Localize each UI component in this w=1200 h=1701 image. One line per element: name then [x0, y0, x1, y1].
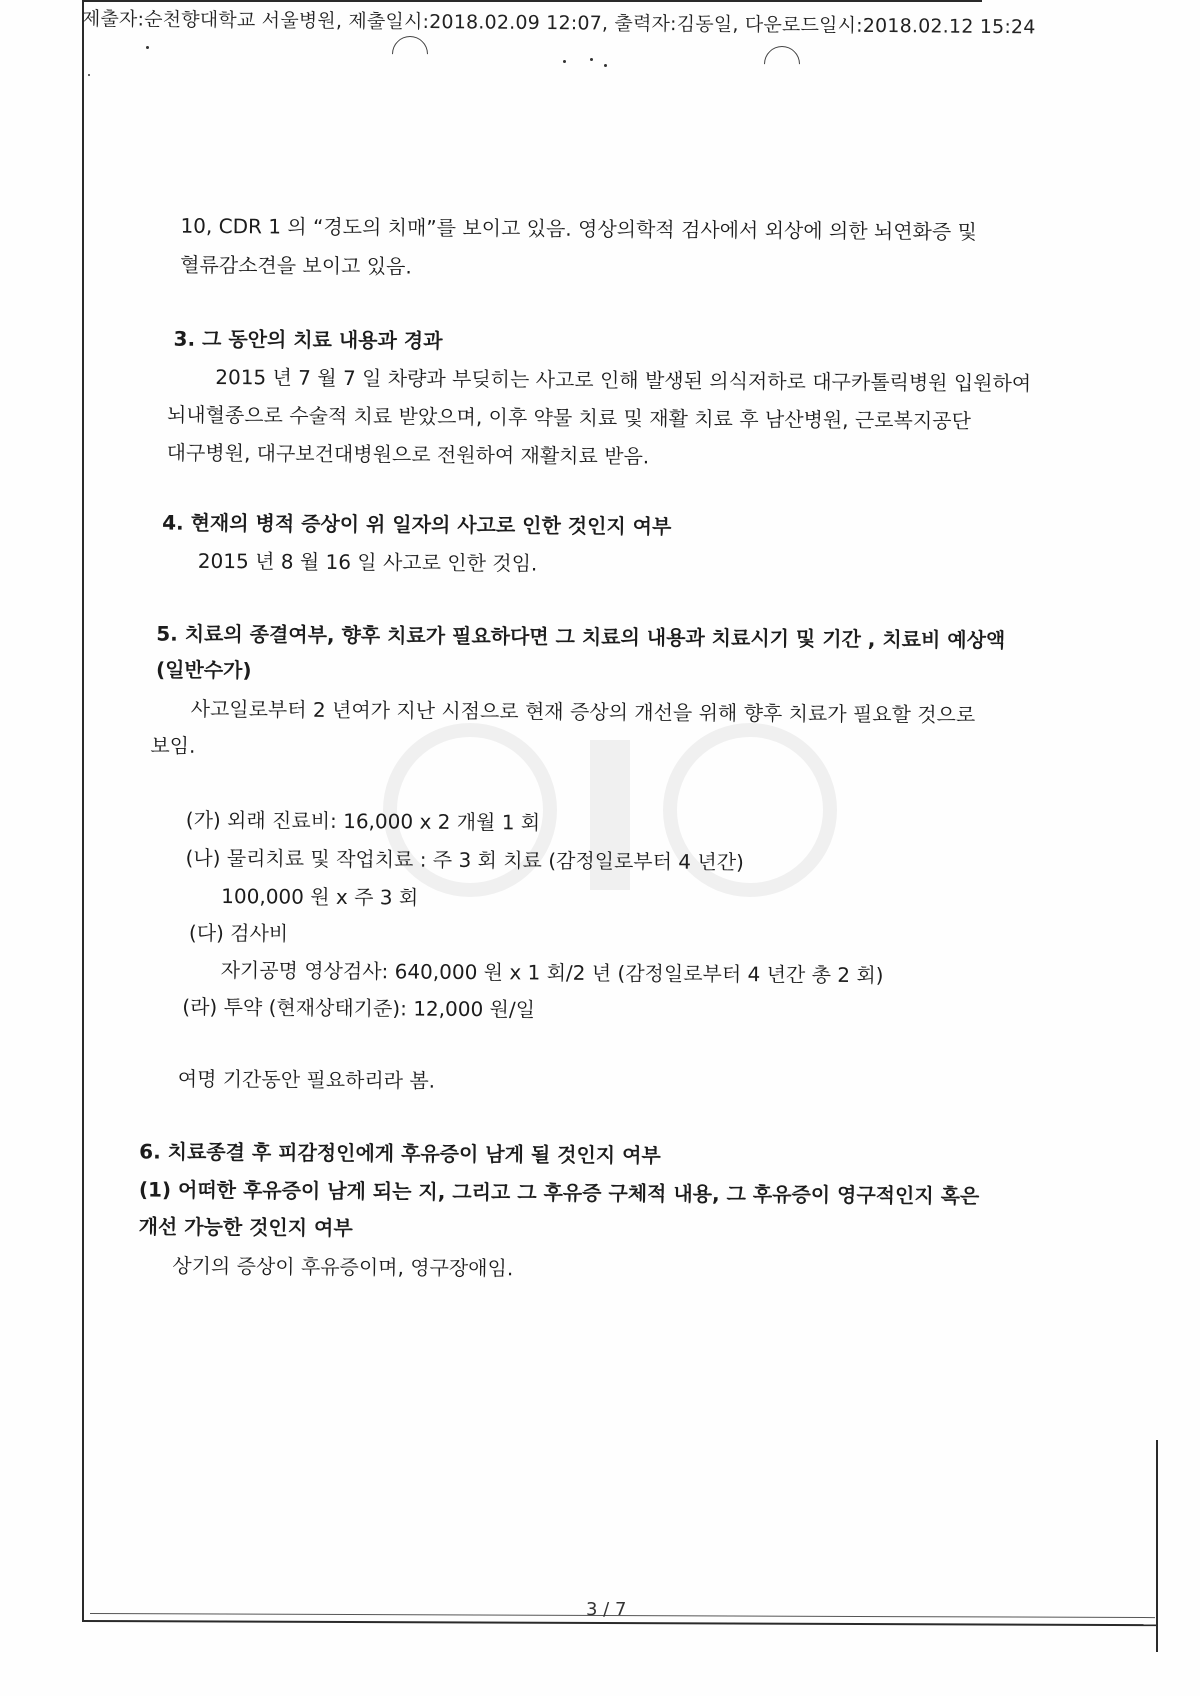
cost-item-outpatient: (가) 외래 진료비: 16,000 x 2 개월 1 회: [185, 807, 541, 835]
section-5-heading: 5. 치료의 종결여부, 향후 치료가 필요하다면 그 치료의 내용과 치료시기 및 기간 , 치료비 예상액: [156, 621, 1006, 653]
section-6-heading: 6. 치료종결 후 피감정인에게 후유증이 남게 될 것인지 여부: [139, 1139, 661, 1168]
intro-line: 혈류감소견을 보이고 있음.: [180, 252, 412, 279]
intro-line: 10, CDR 1 의 “경도의 치매”를 보이고 있음. 영상의학적 검사에서 외상에 의한 뇌연화증 및: [180, 213, 978, 244]
submission-header: 제출자:순천향대학교 서울병원, 제출일시:2018.02.09 12:07, 출력자:김동일, 다운로드일시:2018.02.12 15:24: [81, 7, 1036, 39]
section-6-subheading: 개선 가능한 것인지 여부: [138, 1214, 353, 1241]
cost-item-exam-detail: 자기공명 영상검사: 640,000 원 x 1 회/2 년 (감정일로부터 4 년간 총 2 회): [220, 958, 884, 988]
cost-item-medication: (라) 투약 (현재상태기준): 12,000 원/일: [182, 994, 536, 1022]
section-6-text: 상기의 증상이 후유증이며, 영구장애임.: [172, 1253, 514, 1281]
section-5-closing: 여명 기간동안 필요하리라 봄.: [177, 1066, 436, 1093]
section-3-heading: 3. 그 동안의 치료 내용과 경과: [173, 326, 443, 353]
section-5-heading: (일반수가): [155, 657, 252, 683]
section-5-text: 보임.: [150, 733, 196, 758]
section-3-text: 뇌내혈종으로 수술적 치료 받았으며, 이후 약물 치료 및 재활 치료 후 남산병원, 근로복지공단: [166, 402, 971, 433]
cost-item-therapy: (나) 물리치료 및 작업치료 : 주 3 회 치료 (감정일로부터 4 년간): [185, 845, 744, 875]
section-5-text: 사고일로부터 2 년여가 지난 시점으로 현재 증상의 개선을 위해 향후 치료가 필요할 것으로: [190, 696, 976, 727]
section-4-text: 2015 년 8 월 16 일 사고로 인한 것임.: [197, 548, 538, 576]
section-6-subheading: (1) 어떠한 후유증이 남게 되는 지, 그리고 그 후유증 구체적 내용, 그 후유증이 영구적인지 혹은: [138, 1177, 980, 1208]
cost-item-exam: (다) 검사비: [188, 920, 289, 946]
section-3-text: 대구병원, 대구보건대병원으로 전원하여 재활치료 받음.: [166, 440, 650, 469]
section-4-heading: 4. 현재의 병적 증상이 위 일자의 사고로 인한 것인지 여부: [162, 510, 672, 539]
cost-item-therapy-detail: 100,000 원 x 주 3 회: [221, 884, 419, 910]
section-3-text: 2015 년 7 월 7 일 차량과 부딪히는 사고로 인해 발생된 의식저하로 대구카톨릭병원 입원하여: [215, 364, 1032, 396]
page-number: 3 / 7: [586, 1599, 627, 1620]
